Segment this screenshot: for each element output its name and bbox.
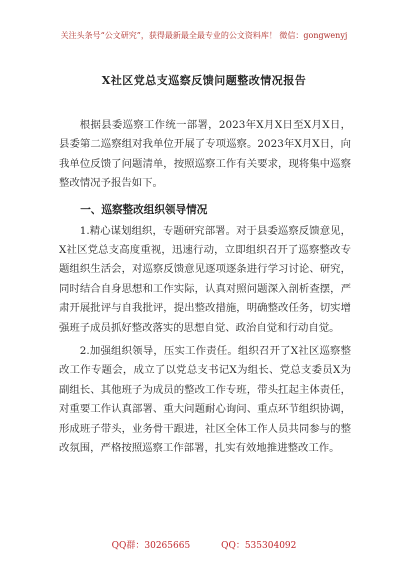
section-heading-1: 一、巡察整改组织领导情况	[80, 203, 208, 216]
footer-contact	[0, 538, 408, 551]
document-body	[59, 116, 351, 463]
body-paragraph-2: 2.加强组织领导，压实工作责任。组织召开了X社区巡察整改工作专题会，成立了以党总支书记X为组长、党总支委员X为副组长、其他班子为成员的整改工作专班，带头扛起主体责任，对重要工作认真部署、重大问题耐心询问、重点环节组织协调，形成班子带头，业务骨干跟进，社区全体工作人员共同参与的整改氛围，严格按照巡察工作部署，扎实有效地推进整改工作。	[59, 345, 351, 455]
intro-paragraph: 根据县委巡察工作统一部署，2023年X月X日至X月X日，县委第二巡察组对我单位开展了专项巡察。2023年X月X日，向我单位反馈了问题清单，按照巡察工作有关要求，现将集中巡察整改情况予报告如下。	[59, 119, 351, 190]
header-promo-note: 关注头条号“公文研究”，获得最新最全最专业的公文资料库！ 微信：gongwenyj	[60, 31, 348, 40]
document-title: X社区党总支巡察反馈问题整改情况报告	[101, 74, 307, 87]
footer-qq-number: QQ：535304092	[221, 541, 297, 551]
body-paragraph-1: 1.精心谋划组织，专题研究部署。对于县委巡察反馈意见，X社区党总支高度重视，迅速行动，立即组织召开了巡察整改专题组织生活会，对巡察反馈意见逐项逐条进行学习讨论、研究，同时结合自身思想和工作实际，认真对照问题深入剖析查摆，严肃开展批评与自我批评，提出整改措施，明确整改任务，切实增强班子成员抓好整改落实的思想自觉、政治自觉和行动自觉。	[59, 224, 351, 334]
footer-qq-group: QQ群：30265665	[111, 541, 191, 551]
